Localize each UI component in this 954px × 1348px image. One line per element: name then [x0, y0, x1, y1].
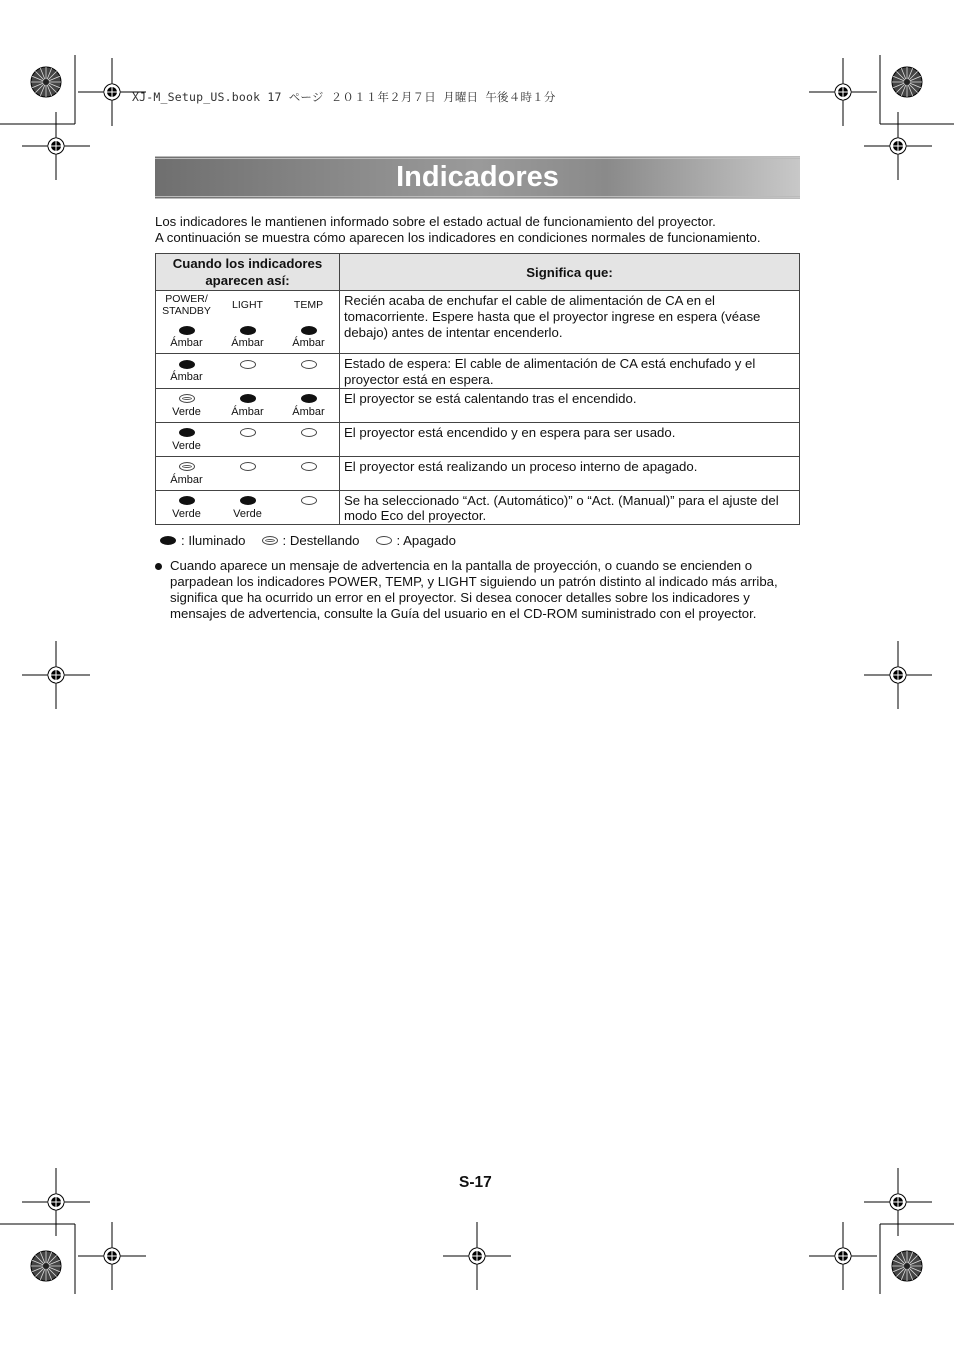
- lamp-color: [278, 371, 339, 384]
- page-title: Indicadores: [396, 161, 559, 193]
- table-row: [156, 422, 800, 456]
- table-row: [156, 291, 800, 354]
- lamp-name: LIGHT: [232, 299, 263, 311]
- legend-off-label: : Apagado: [396, 533, 456, 548]
- indicator-lamp: [217, 393, 278, 419]
- lamp-color: Verde: [233, 507, 262, 520]
- legend-flash-label: : Destellando: [282, 533, 360, 548]
- intro-line-1: Los indicadores le mantienen informado sobre el estado actual de funcionamiento del proyector.: [155, 214, 716, 229]
- lit-indicator-icon: [240, 496, 256, 505]
- indicator-lamp: [278, 461, 339, 487]
- indicator-states-cell: [156, 388, 340, 422]
- intro-text: [155, 214, 815, 246]
- lit-indicator-icon: [179, 496, 195, 505]
- indicator-lamp: [217, 461, 278, 487]
- indicator-lamp: [156, 427, 217, 453]
- lit-indicator-icon: [301, 326, 317, 335]
- lamp-color: [278, 474, 339, 487]
- lamp-color: Ámbar: [292, 337, 325, 349]
- lamp-color: Ámbar: [170, 337, 203, 349]
- indicator-states-cell: [156, 291, 340, 354]
- bullet-icon: [155, 563, 162, 570]
- flashing-indicator-icon: [262, 536, 278, 545]
- lamp-name: TEMP: [293, 299, 324, 311]
- indicator-states-cell: [156, 422, 340, 456]
- indicator-lamp: [156, 393, 217, 419]
- warning-note: [155, 558, 800, 622]
- off-indicator-icon: [240, 360, 256, 369]
- lit-indicator-icon: [179, 326, 195, 335]
- lamp-color: Ámbar: [231, 405, 264, 418]
- lit-indicator-icon: [179, 428, 195, 437]
- off-indicator-icon: [301, 496, 317, 505]
- lamp-color: Verde: [172, 405, 201, 418]
- meaning-cell: Estado de espera: El cable de alimentación de CA está enchufado y el proyector está en espera.: [340, 354, 800, 389]
- table-row: [156, 354, 800, 389]
- lamp-name: POWER/ STANDBY: [162, 293, 211, 317]
- indicator-lamp: [156, 292, 217, 350]
- meaning-cell: Recién acaba de enchufar el cable de alimentación de CA en el tomacorriente. Espere hasta que el proyector ingrese en espera (véase debajo) antes de intentar encenderlo.: [340, 291, 800, 354]
- flashing-indicator-icon: [179, 462, 195, 471]
- indicator-lamp: [156, 358, 217, 384]
- indicator-lamp: [278, 393, 339, 419]
- table-row: [156, 456, 800, 490]
- page-number: S-17: [459, 1174, 492, 1191]
- off-indicator-icon: [301, 462, 317, 471]
- lamp-color: [217, 371, 278, 384]
- indicator-lamp: [217, 358, 278, 384]
- lit-indicator-icon: [240, 326, 256, 335]
- indicator-lamp: [217, 495, 278, 521]
- flashing-indicator-icon: [179, 394, 195, 403]
- off-indicator-icon: [240, 462, 256, 471]
- lamp-color: Verde: [172, 439, 201, 452]
- indicator-states-cell: [156, 456, 340, 490]
- lamp-color: Ámbar: [292, 405, 325, 418]
- warning-note-text: Cuando aparece un mensaje de advertencia en la pantalla de proyección, o cuando se encienden o parpadean los indicadores POWER, TEMP, y LIGHT siguiendo un patrón distinto al indicado más arriba, significa que ha ocurrido un error en el proyector. Si desea conocer detalles sobre los indicadores y mensajes de advertencia, consulte la Guía del usuario en el CD-ROM suministrado con el proyector.: [170, 558, 778, 621]
- indicator-table: [155, 253, 800, 525]
- off-indicator-icon: [301, 360, 317, 369]
- lit-indicator-icon: [240, 394, 256, 403]
- meaning-cell: El proyector se está calentando tras el encendido.: [340, 388, 800, 422]
- book-header-line: XJ-M_Setup_US.book 17 ページ ２０１１年２月７日 月曜日 午後４時１分: [132, 90, 556, 104]
- table-row: [156, 388, 800, 422]
- indicator-states-cell: [156, 490, 340, 525]
- off-indicator-icon: [376, 536, 392, 545]
- lit-indicator-icon: [179, 360, 195, 369]
- table-header-row: [156, 254, 800, 291]
- lamp-color: Verde: [172, 507, 201, 520]
- legend-lit-label: : Iluminado: [181, 533, 246, 548]
- indicator-lamp: [278, 427, 339, 453]
- meaning-cell: El proyector está encendido y en espera para ser usado.: [340, 422, 800, 456]
- off-indicator-icon: [240, 428, 256, 437]
- indicator-states-cell: [156, 354, 340, 389]
- lamp-color: Ámbar: [231, 337, 264, 349]
- indicator-lamp: [278, 358, 339, 384]
- header-meaning: Significa que:: [340, 254, 800, 291]
- legend: [160, 533, 456, 548]
- intro-line-2: A continuación se muestra cómo aparecen los indicadores en condiciones normales de funcionamiento.: [155, 230, 761, 245]
- lamp-color: [278, 508, 339, 521]
- lit-indicator-icon: [160, 536, 176, 545]
- lamp-color: Ámbar: [170, 473, 203, 486]
- header-indicators: Cuando los indicadores aparecen así:: [156, 254, 340, 291]
- lamp-color: Ámbar: [170, 371, 203, 383]
- lit-indicator-icon: [301, 394, 317, 403]
- indicator-lamp: [278, 292, 339, 350]
- lamp-color: [278, 440, 339, 453]
- lamp-color: [217, 474, 278, 487]
- meaning-cell: Se ha seleccionado “Act. (Automático)” o “Act. (Manual)” para el ajuste del modo Eco del proyector.: [340, 490, 800, 525]
- table-row: [156, 490, 800, 525]
- meaning-cell: El proyector está realizando un proceso interno de apagado.: [340, 456, 800, 490]
- off-indicator-icon: [301, 428, 317, 437]
- indicator-lamp: [217, 292, 278, 350]
- indicator-lamp: [156, 461, 217, 487]
- indicator-lamp: [278, 495, 339, 521]
- indicator-lamp: [217, 427, 278, 453]
- lamp-color: [217, 440, 278, 453]
- indicator-lamp: [156, 495, 217, 521]
